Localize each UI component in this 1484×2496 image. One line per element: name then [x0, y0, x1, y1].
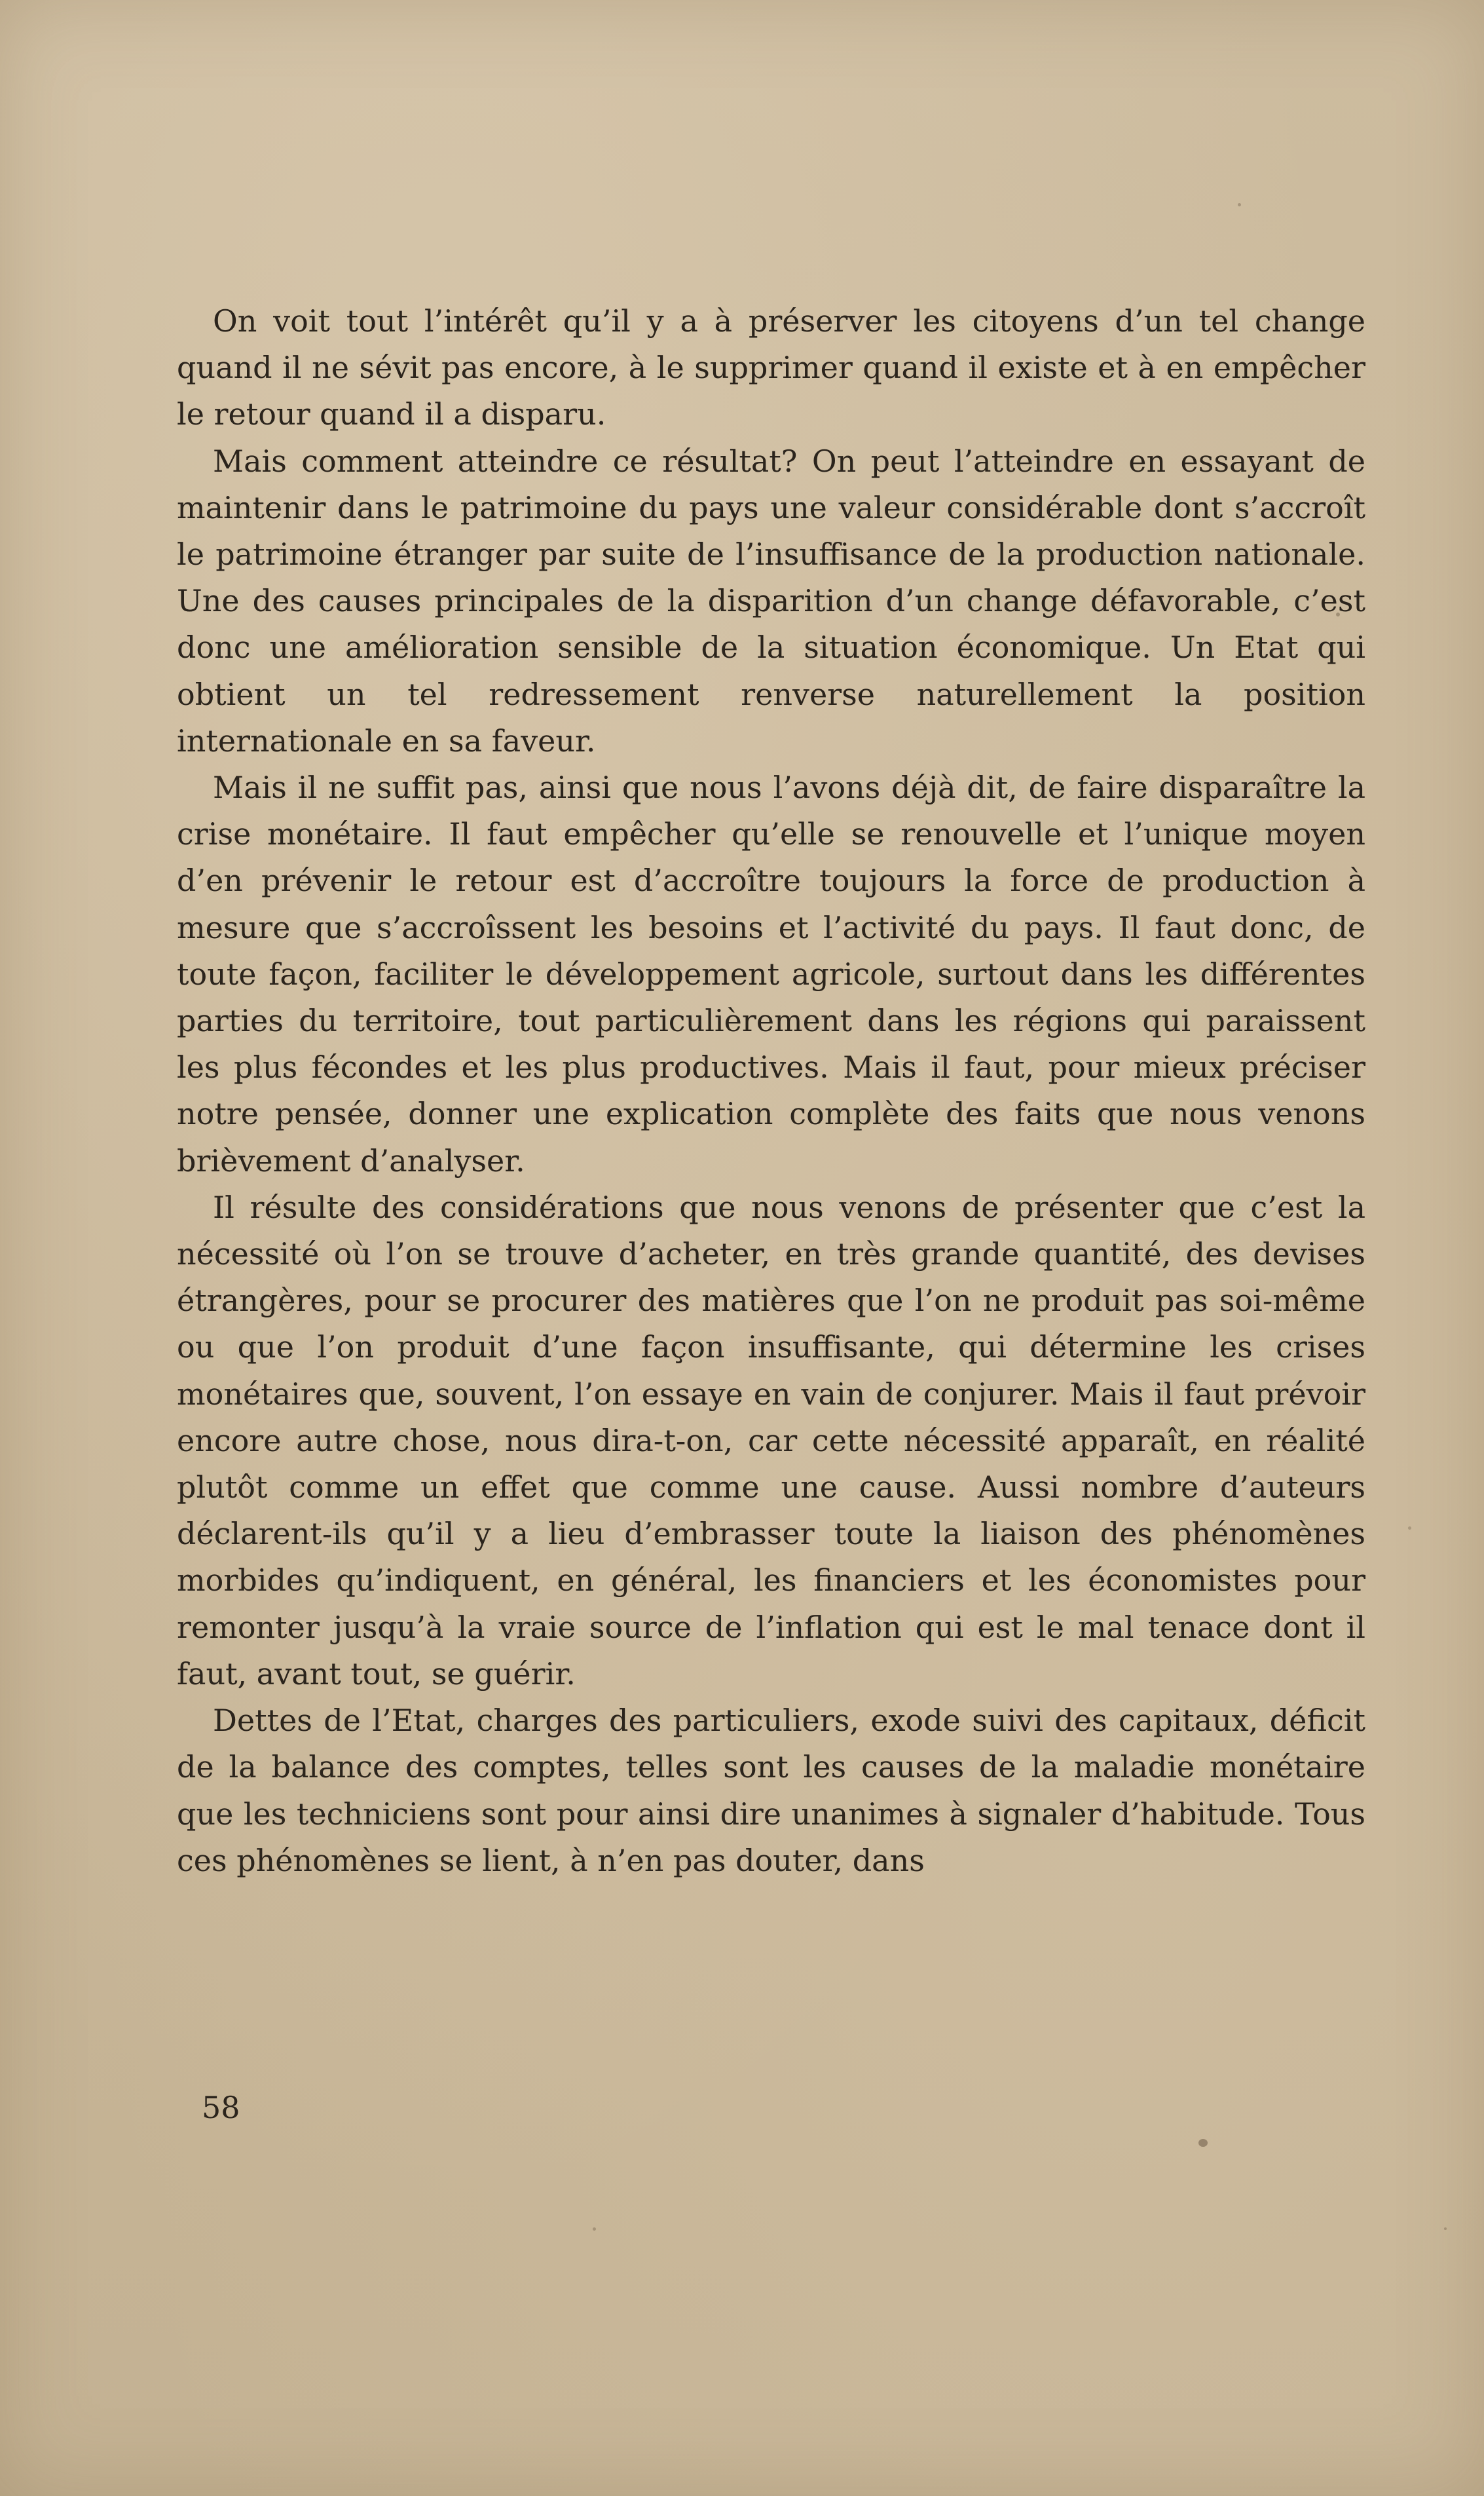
- paper-speck: [1444, 2227, 1447, 2230]
- page-number: 58: [202, 2090, 240, 2125]
- paragraph-2: Mais comment atteindre ce résultat? On peut l’atteindre en essayant de maintenir dans le patrimoine du pays une valeur considérable dont s’accroît le patrimoine étranger par suite de l’insuffisance de la production nationale. Une des causes principales de la disparition d’un change défavorable, c’est donc une amélioration sensible de la situation économique. Un Etat qui obtient un tel redressement renverse naturellement la position internationale en sa faveur.: [177, 443, 1365, 759]
- paper-speck: [1336, 613, 1340, 616]
- paper-speck: [593, 2227, 596, 2231]
- paper-speck: [1198, 2139, 1208, 2147]
- paper-speck: [1408, 1526, 1411, 1530]
- paragraph-3: Mais il ne suffit pas, ainsi que nous l’avons déjà dit, de faire disparaître la crise monétaire. Il faut empêcher qu’elle se renouvelle et l’unique moyen d’en prévenir le retour est d’accroître toujours la force de production à mesure que s’accroîssent les besoins et l’activité du pays. Il faut donc, de toute façon, faciliter le développement agricole, surtout dans les différentes parties du territoire, tout particulièrement dans les régions qui paraissent les plus fécondes et les plus productives. Mais il faut, pour mieux préciser notre pensée, donner une explication complète des faits que nous venons brièvement d’analyser.: [177, 770, 1365, 1179]
- paragraph-4: Il résulte des considérations que nous venons de présenter que c’est la nécessité où l’on se trouve d’acheter, en très grande quantité, des devises étrangères, pour se procurer des matières que l’on ne produit pas soi-même ou que l’on produit d’une façon insuffisante, qui détermine les crises monétaires que, souvent, l’on essaye en vain de conjurer. Mais il faut prévoir encore autre chose, nous dira-t-on, car cette nécessité apparaît, en réalité plutôt comme un effet que comme une cause. Aussi nombre d’auteurs déclarent-ils qu’il y a lieu d’embrasser toute la liaison des phénomènes morbides qu’indiquent, en général, les financiers et les économistes pour remonter jusqu’à la vraie source de l’inflation qui est le mal tenace dont il faut, avant tout, se guérir.: [177, 1189, 1365, 1692]
- paragraph-5: Dettes de l’Etat, charges des particuliers, exode suivi des capitaux, déficit de la balance des comptes, telles sont les causes de la maladie monétaire que les techniciens sont pour ainsi dire unanimes à signaler d’habitude. Tous ces phénomènes se lient, à n’en pas douter, dans: [177, 1703, 1365, 1878]
- paragraph-1: On voit tout l’intérêt qu’il y a à préserver les citoyens d’un tel change quand il ne sévit pas encore, à le supprimer quand il existe et à en empêcher le retour quand il a disparu.: [177, 303, 1365, 432]
- body-text: [177, 298, 1365, 1884]
- paper-speck: [1238, 203, 1241, 206]
